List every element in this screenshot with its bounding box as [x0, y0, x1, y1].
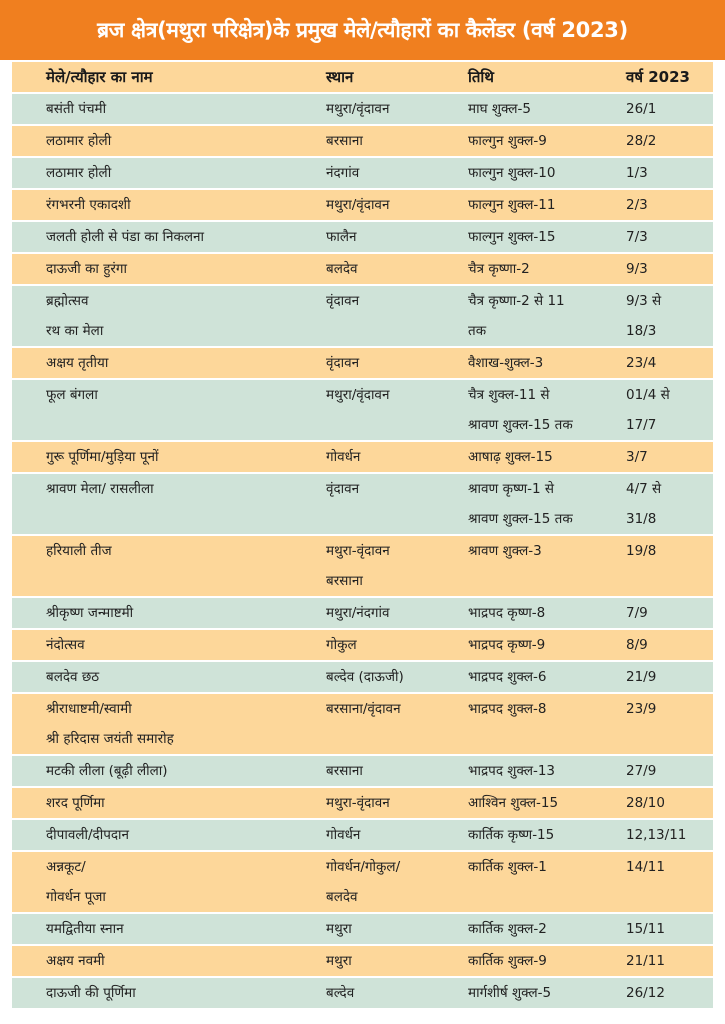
cell-date: [468, 94, 618, 124]
table-row: [12, 536, 713, 596]
cell-name: [46, 158, 316, 188]
date-text: कार्तिक शुक्ल-9: [468, 953, 547, 969]
year-text: 28/2: [626, 133, 657, 149]
date-text: फाल्गुन शुक्ल-15: [468, 229, 556, 245]
date-text: आश्विन शुक्ल-15: [468, 795, 559, 811]
place-text: बलदेव: [326, 889, 358, 905]
cell-name: [46, 536, 316, 596]
year-text: 8/9: [626, 637, 648, 653]
place-text: वृंदावन: [326, 355, 360, 371]
cell-name: [46, 914, 316, 944]
festival-table: [0, 62, 725, 1024]
cell-place: [326, 662, 466, 692]
cell-date: [468, 380, 618, 440]
cell-year: [626, 946, 706, 976]
name-text: अक्षय नवमी: [46, 953, 105, 969]
place-text: बलदेव: [326, 261, 358, 277]
cell-place: [326, 630, 466, 660]
cell-year: [626, 820, 706, 850]
place-text: फालैन: [326, 229, 357, 245]
cell-name: [46, 126, 316, 156]
cell-date: [468, 222, 618, 252]
place-text: मथुरा: [326, 953, 352, 969]
year-text: 23/4: [626, 355, 657, 371]
place-text: बल्देव (दाऊजी): [326, 669, 404, 685]
date-text: वैशाख-शुक्ल-3: [468, 355, 544, 371]
table-row: [12, 222, 713, 252]
year-text: 4/7 से: [626, 481, 662, 497]
table-row: [12, 662, 713, 692]
header-cell-name: [46, 62, 316, 92]
cell-name: [46, 442, 316, 472]
cell-date: [468, 254, 618, 284]
date-text: श्रावण शुक्ल-15 तक: [468, 417, 573, 433]
header-cell-year: [626, 62, 706, 92]
cell-place: [326, 756, 466, 786]
date-text: भाद्रपद कृष्ण-8: [468, 605, 546, 621]
name-text: मटकी लीला (बूढ़ी लीला): [46, 763, 168, 779]
table-row: [12, 914, 713, 944]
date-text: आषाढ़ शुक्ल-15: [468, 449, 553, 465]
cell-name: [46, 380, 316, 440]
cell-name: [46, 474, 316, 534]
table-row: [12, 286, 713, 346]
date-text: तक: [468, 323, 487, 339]
cell-date: [468, 852, 618, 912]
name-text: ब्रह्मोत्सव: [46, 293, 89, 309]
cell-date: [468, 630, 618, 660]
name-text: यमद्वितीया स्नान: [46, 921, 124, 937]
date-text: फाल्गुन शुक्ल-9: [468, 133, 547, 149]
place-text: गोवर्धन/गोकुल/: [326, 859, 401, 875]
place-text: मथुरा: [326, 921, 352, 937]
table-row: [12, 254, 713, 284]
year-text: 9/3: [626, 261, 648, 277]
date-text: कार्तिक शुक्ल-1: [468, 859, 547, 875]
date-text: माघ शुक्ल-5: [468, 101, 531, 117]
table-row: [12, 820, 713, 850]
year-text: 15/11: [626, 921, 665, 937]
table-row: [12, 756, 713, 786]
cell-year: [626, 94, 706, 124]
table-row: [12, 946, 713, 976]
cell-place: [326, 126, 466, 156]
cell-date: [468, 474, 618, 534]
year-text: 14/11: [626, 859, 665, 875]
cell-date: [468, 190, 618, 220]
name-text: रंगभरनी एकादशी: [46, 197, 131, 213]
place-text: नंदगांव: [326, 165, 360, 181]
cell-date: [468, 788, 618, 818]
year-text: 26/1: [626, 101, 657, 117]
cell-date: [468, 442, 618, 472]
year-text: 21/9: [626, 669, 657, 685]
cell-place: [326, 348, 466, 378]
date-text: मार्गशीर्ष शुक्ल-5: [468, 985, 552, 1001]
cell-date: [468, 978, 618, 1008]
cell-year: [626, 442, 706, 472]
table-row: [12, 442, 713, 472]
name-text: दीपावली/दीपदान: [46, 827, 130, 843]
cell-place: [326, 190, 466, 220]
cell-year: [626, 978, 706, 1008]
place-text: गोकुल: [326, 637, 357, 653]
table-row: [12, 474, 713, 534]
header-year: वर्ष 2023: [626, 68, 690, 86]
year-text: 21/11: [626, 953, 665, 969]
cell-name: [46, 946, 316, 976]
year-text: 19/8: [626, 543, 657, 559]
table-row: [12, 190, 713, 220]
cell-date: [468, 694, 618, 754]
date-text: चैत्र कृष्णा-2: [468, 261, 530, 277]
place-text: बरसाना: [326, 573, 363, 589]
cell-name: [46, 190, 316, 220]
place-text: बरसाना/वृंदावन: [326, 701, 401, 717]
cell-year: [626, 474, 706, 534]
cell-year: [626, 788, 706, 818]
header-date: तिथि: [468, 68, 494, 86]
name-text: श्रीराधाष्टमी/स्वामी: [46, 701, 132, 717]
place-text: बरसाना: [326, 763, 363, 779]
cell-date: [468, 946, 618, 976]
cell-place: [326, 598, 466, 628]
cell-year: [626, 158, 706, 188]
name-text: श्री हरिदास जयंती समारोह: [46, 731, 174, 747]
table-row: [12, 380, 713, 440]
cell-name: [46, 852, 316, 912]
cell-date: [468, 598, 618, 628]
page-title: ब्रज क्षेत्र(मथुरा परिक्षेत्र)के प्रमुख मेले/त्यौहारों का कैलेंडर (वर्ष 2023): [0, 0, 725, 60]
place-text: मथुरा-वृंदावन: [326, 543, 390, 559]
cell-place: [326, 474, 466, 534]
cell-year: [626, 348, 706, 378]
date-text: श्रावण शुक्ल-3: [468, 543, 542, 559]
cell-date: [468, 536, 618, 596]
cell-name: [46, 598, 316, 628]
header-name: मेले/त्यौहार का नाम: [46, 68, 153, 86]
place-text: मथुरा-वृंदावन: [326, 795, 390, 811]
cell-place: [326, 536, 466, 596]
name-text: अक्षय तृतीया: [46, 355, 109, 371]
date-text: भाद्रपद कृष्ण-9: [468, 637, 546, 653]
cell-name: [46, 662, 316, 692]
cell-place: [326, 852, 466, 912]
cell-date: [468, 158, 618, 188]
cell-date: [468, 820, 618, 850]
table-row: [12, 348, 713, 378]
table-row: [12, 694, 713, 754]
name-text: लठामार होली: [46, 133, 112, 149]
cell-year: [626, 222, 706, 252]
name-text: शरद पूर्णिमा: [46, 795, 105, 811]
place-text: गोवर्धन: [326, 827, 361, 843]
year-text: 27/9: [626, 763, 657, 779]
cell-year: [626, 852, 706, 912]
date-text: भाद्रपद शुक्ल-13: [468, 763, 556, 779]
year-text: 12,13/11: [626, 827, 687, 843]
cell-year: [626, 914, 706, 944]
cell-place: [326, 380, 466, 440]
cell-name: [46, 254, 316, 284]
year-text: 7/3: [626, 229, 648, 245]
cell-name: [46, 286, 316, 346]
cell-place: [326, 286, 466, 346]
cell-year: [626, 286, 706, 346]
name-text: श्रीकृष्ण जन्माष्टमी: [46, 605, 134, 621]
date-text: फाल्गुन शुक्ल-11: [468, 197, 556, 213]
cell-place: [326, 788, 466, 818]
name-text: गोवर्धन पूजा: [46, 889, 106, 905]
date-text: श्रावण शुक्ल-15 तक: [468, 511, 573, 527]
year-text: 17/7: [626, 417, 657, 433]
year-text: 31/8: [626, 511, 657, 527]
cell-year: [626, 694, 706, 754]
cell-place: [326, 946, 466, 976]
place-text: मथुरा/वृंदावन: [326, 101, 390, 117]
table-row: [12, 788, 713, 818]
cell-year: [626, 630, 706, 660]
cell-year: [626, 662, 706, 692]
year-text: 9/3 से: [626, 293, 662, 309]
name-text: गुरू पूर्णिमा/मुड़िया पूनों: [46, 449, 159, 465]
year-text: 7/9: [626, 605, 648, 621]
cell-place: [326, 914, 466, 944]
cell-year: [626, 536, 706, 596]
cell-year: [626, 756, 706, 786]
cell-name: [46, 788, 316, 818]
cell-name: [46, 348, 316, 378]
cell-place: [326, 442, 466, 472]
name-text: फूल बंगला: [46, 387, 98, 403]
cell-year: [626, 190, 706, 220]
cell-year: [626, 126, 706, 156]
place-text: बरसाना: [326, 133, 363, 149]
table-row: [12, 94, 713, 124]
name-text: लठामार होली: [46, 165, 112, 181]
cell-name: [46, 756, 316, 786]
name-text: श्रावण मेला/ रासलीला: [46, 481, 154, 497]
table-header-row: [12, 62, 713, 92]
place-text: मथुरा/नंदगांव: [326, 605, 390, 621]
year-text: 18/3: [626, 323, 657, 339]
cell-year: [626, 254, 706, 284]
cell-name: [46, 694, 316, 754]
date-text: श्रावण कृष्ण-1 से: [468, 481, 554, 497]
place-text: वृंदावन: [326, 293, 360, 309]
cell-name: [46, 630, 316, 660]
year-text: 3/7: [626, 449, 648, 465]
table-row: [12, 630, 713, 660]
year-text: 28/10: [626, 795, 665, 811]
cell-date: [468, 286, 618, 346]
cell-name: [46, 222, 316, 252]
header-place: स्थान: [326, 68, 354, 86]
name-text: दाऊजी की पूर्णिमा: [46, 985, 136, 1001]
header-cell-date: [468, 62, 618, 92]
name-text: हरियाली तीज: [46, 543, 112, 559]
name-text: बसंती पंचमी: [46, 101, 107, 117]
date-text: कार्तिक कृष्ण-15: [468, 827, 555, 843]
cell-date: [468, 914, 618, 944]
table-row: [12, 978, 713, 1008]
cell-name: [46, 820, 316, 850]
date-text: कार्तिक शुक्ल-2: [468, 921, 547, 937]
cell-place: [326, 820, 466, 850]
place-text: बल्देव: [326, 985, 355, 1001]
place-text: वृंदावन: [326, 481, 360, 497]
year-text: 01/4 से: [626, 387, 670, 403]
cell-date: [468, 126, 618, 156]
place-text: गोवर्धन: [326, 449, 361, 465]
year-text: 23/9: [626, 701, 657, 717]
cell-place: [326, 222, 466, 252]
cell-date: [468, 662, 618, 692]
table-row: [12, 852, 713, 912]
name-text: बलदेव छठ: [46, 669, 100, 685]
table-row: [12, 598, 713, 628]
date-text: भाद्रपद शुक्ल-8: [468, 701, 547, 717]
cell-place: [326, 158, 466, 188]
table-row: [12, 126, 713, 156]
cell-date: [468, 348, 618, 378]
year-text: 26/12: [626, 985, 665, 1001]
year-text: 1/3: [626, 165, 648, 181]
header-cell-place: [326, 62, 466, 92]
cell-year: [626, 380, 706, 440]
name-text: दाऊजी का हुरंगा: [46, 261, 128, 277]
name-text: जलती होली से पंडा का निकलना: [46, 229, 205, 245]
name-text: नंदोत्सव: [46, 637, 85, 653]
cell-date: [468, 756, 618, 786]
table-row: [12, 158, 713, 188]
cell-place: [326, 94, 466, 124]
cell-place: [326, 978, 466, 1008]
date-text: चैत्र शुक्ल-11 से: [468, 387, 550, 403]
date-text: भाद्रपद शुक्ल-6: [468, 669, 547, 685]
cell-place: [326, 694, 466, 754]
cell-name: [46, 978, 316, 1008]
year-text: 2/3: [626, 197, 648, 213]
cell-year: [626, 598, 706, 628]
place-text: मथुरा/वृंदावन: [326, 387, 390, 403]
date-text: चैत्र कृष्णा-2 से 11: [468, 293, 565, 309]
name-text: रथ का मेला: [46, 323, 104, 339]
place-text: मथुरा/वृंदावन: [326, 197, 390, 213]
cell-place: [326, 254, 466, 284]
cell-name: [46, 94, 316, 124]
name-text: अन्नकूट/: [46, 859, 86, 875]
date-text: फाल्गुन शुक्ल-10: [468, 165, 556, 181]
